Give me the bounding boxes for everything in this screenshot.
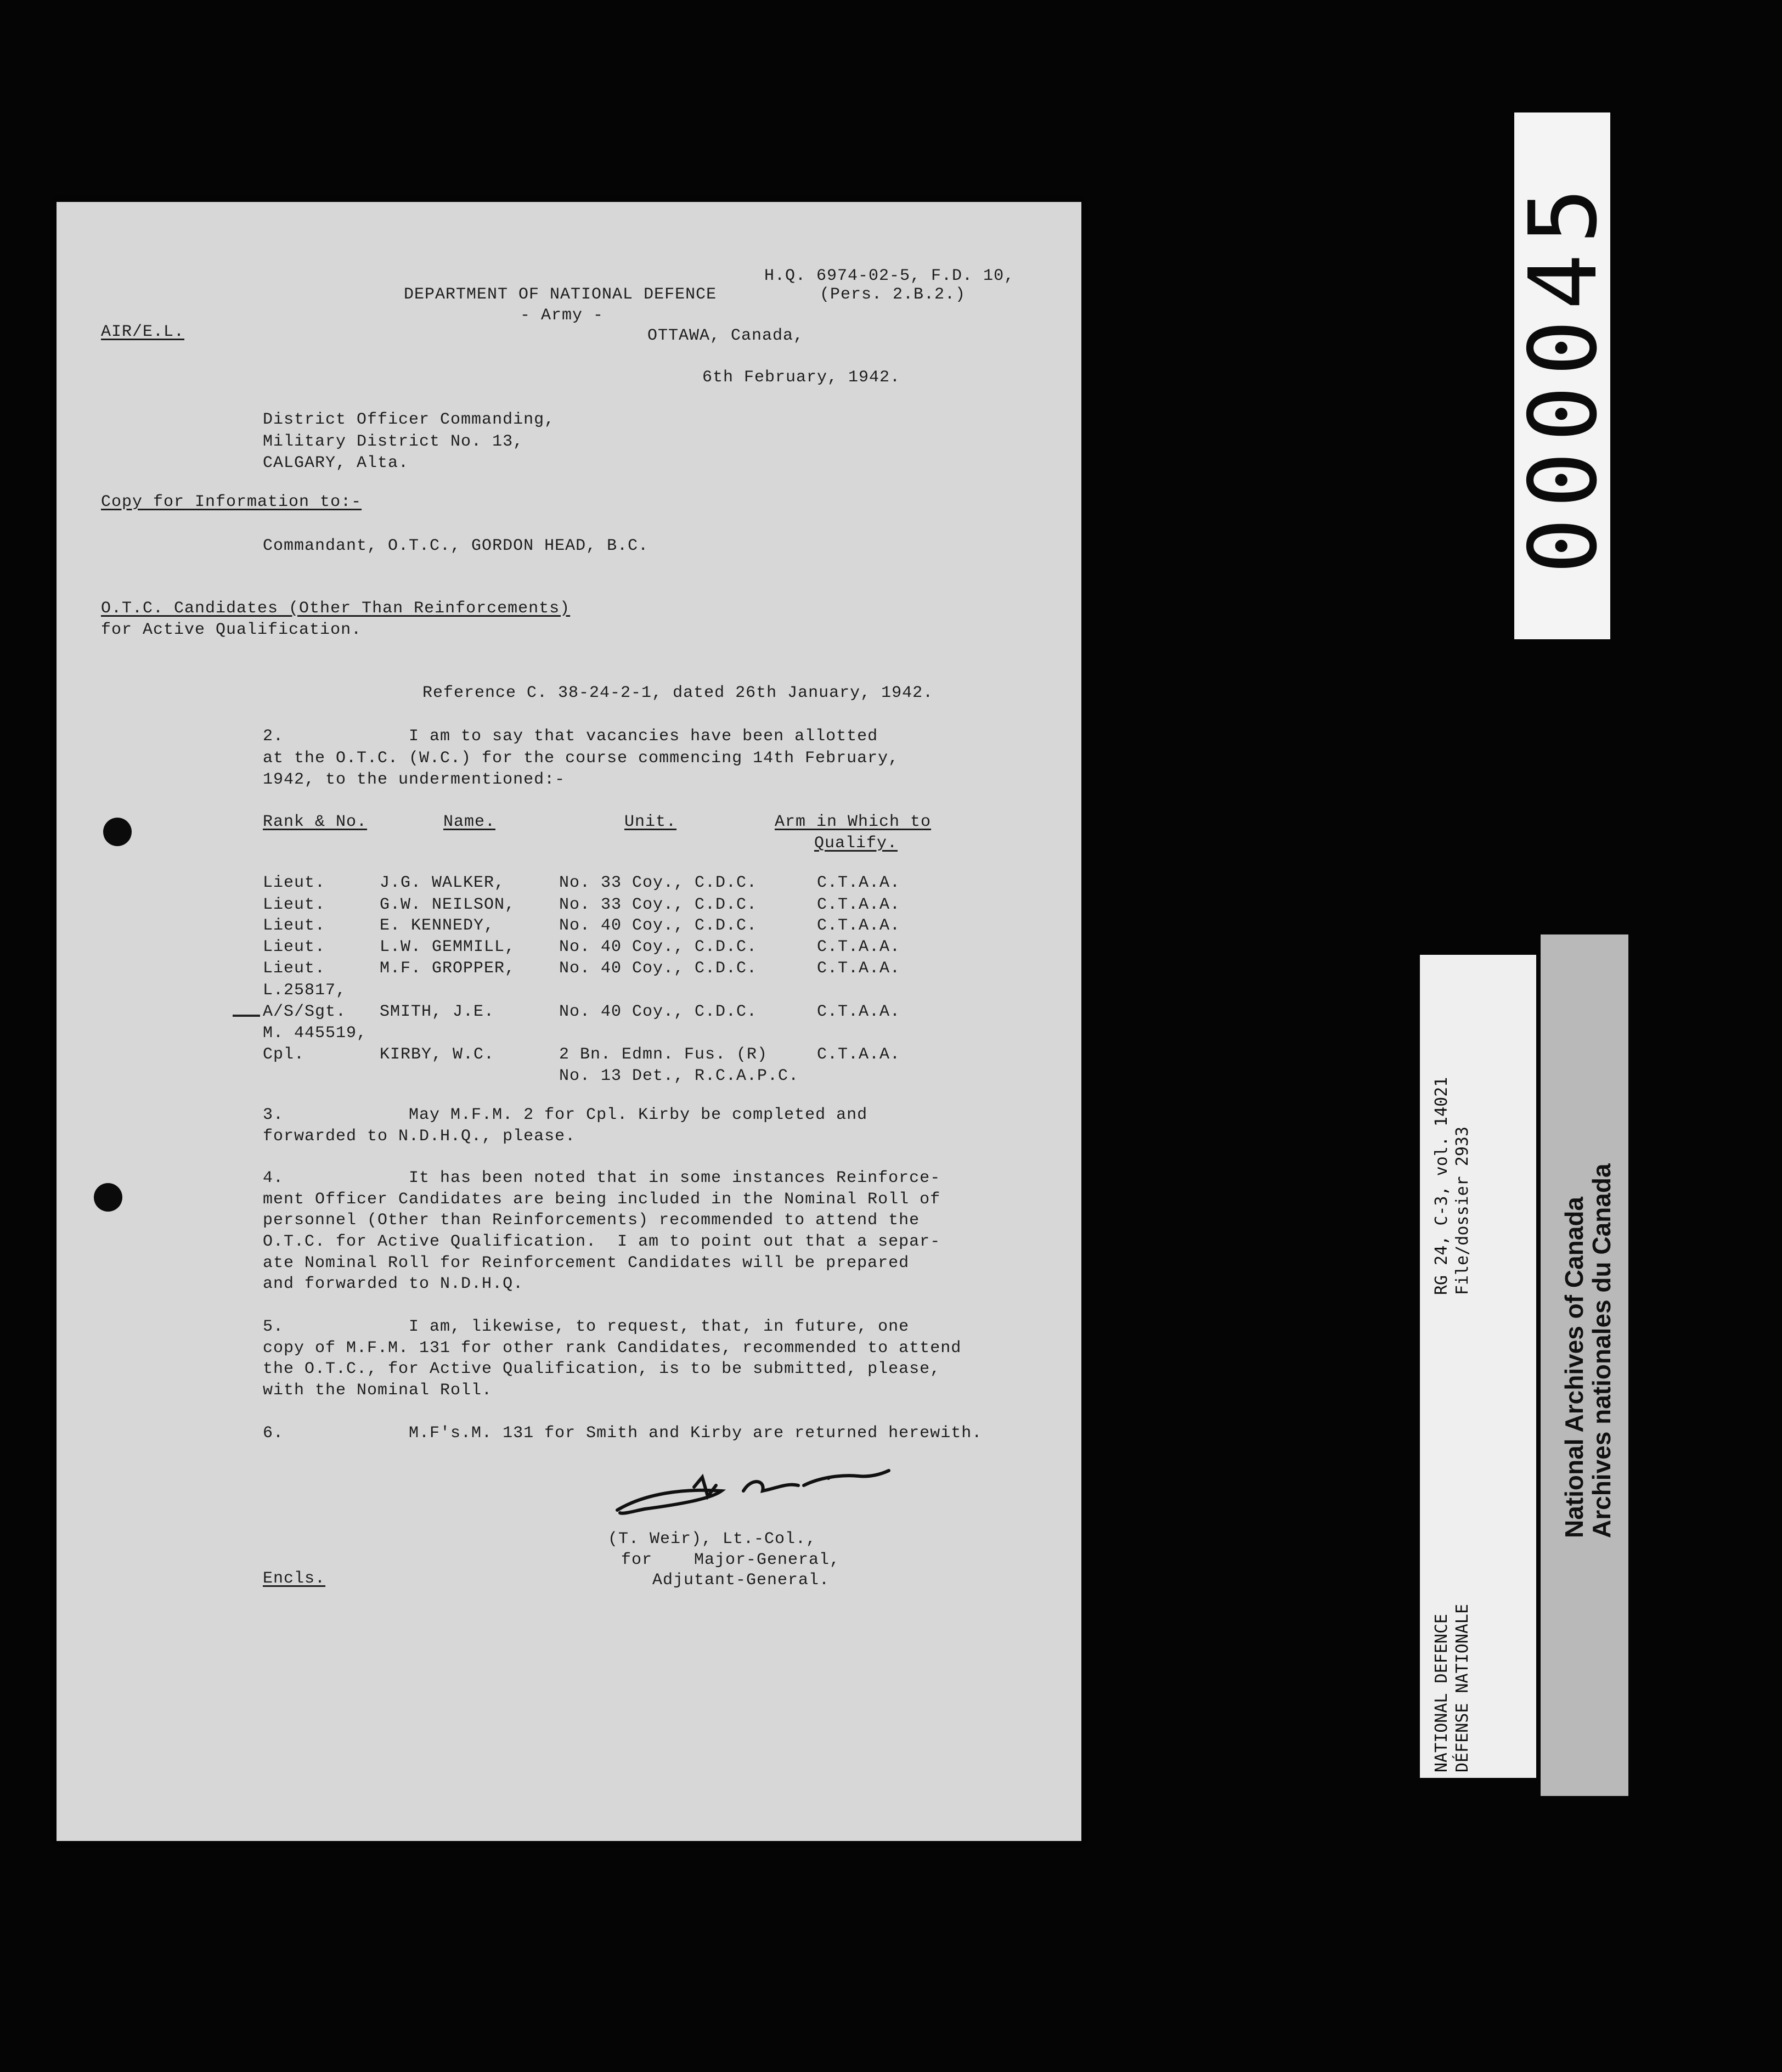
table-cell-unit: No. 40 Coy., C.D.C. bbox=[559, 938, 758, 956]
table-cell-name: G.W. NEILSON, bbox=[380, 896, 516, 914]
paragraph-4-line: and forwarded to N.D.H.Q. bbox=[263, 1275, 524, 1293]
header-name: Name. bbox=[443, 813, 496, 831]
table-cell-rank: Lieut. bbox=[263, 874, 326, 892]
table-cell-arm: C.T.A.A. bbox=[817, 938, 901, 956]
signature-line: (T. Weir), Lt.-Col., bbox=[608, 1530, 817, 1549]
header-unit: Unit. bbox=[624, 813, 677, 831]
paragraph-3-line: 3. May M.F.M. 2 for Cpl. Kirby be completed and bbox=[263, 1106, 868, 1124]
table-cell-unit: 2 Bn. Edmn. Fus. (R) bbox=[559, 1045, 768, 1064]
subject-line: for Active Qualification. bbox=[101, 621, 362, 639]
file-reference: H.Q. 6974-02-5, F.D. 10, bbox=[764, 267, 1015, 285]
table-cell-name: M.F. GROPPER, bbox=[380, 959, 516, 978]
table-cell-arm: C.T.A.A. bbox=[817, 916, 901, 935]
table-cell-name: E. KENNEDY, bbox=[380, 916, 495, 935]
letter-date: 6th February, 1942. bbox=[702, 368, 901, 387]
sender-reference: AIR/E.L. bbox=[101, 323, 185, 341]
frame-number: 000045 bbox=[1509, 177, 1618, 575]
addressee-line: Military District No. 13, bbox=[263, 432, 524, 451]
table-cell-name: L.W. GEMMILL, bbox=[380, 938, 516, 956]
punch-hole-top bbox=[103, 818, 132, 846]
source-reference-card bbox=[1420, 955, 1536, 1778]
paragraph-2-line: 2. I am to say that vacancies have been allotted bbox=[263, 727, 878, 746]
paragraph-4-line: 4. It has been noted that in some instances Reinforce- bbox=[263, 1169, 941, 1187]
paragraph-4-line: ate Nominal Roll for Reinforcement Candidates will be prepared bbox=[263, 1254, 910, 1273]
table-cell-unit: No. 40 Coy., C.D.C. bbox=[559, 959, 758, 978]
table-cell-name: J.G. WALKER, bbox=[380, 874, 505, 892]
table-cell-unit: No. 33 Coy., C.D.C. bbox=[559, 874, 758, 892]
addressee-line: CALGARY, Alta. bbox=[263, 454, 409, 472]
table-cell-arm: C.T.A.A. bbox=[817, 1045, 901, 1064]
header-arm-qualify: Qualify. bbox=[814, 834, 898, 853]
table-cell-rank: Lieut. bbox=[263, 896, 326, 914]
reference-line: RG 24, C-3, vol. 14021 bbox=[1432, 1077, 1451, 1295]
table-cell-rank: A/S/Sgt. bbox=[263, 1003, 347, 1021]
paragraph-5-line: with the Nominal Roll. bbox=[263, 1381, 493, 1400]
table-cell-name: SMITH, J.E. bbox=[380, 1003, 495, 1021]
paragraph-4-line: O.T.C. for Active Qualification. I am to point out that a separ- bbox=[263, 1232, 941, 1251]
table-cell-unit: No. 13 Det., R.C.A.P.C. bbox=[559, 1067, 799, 1085]
table-cell-arm: C.T.A.A. bbox=[817, 896, 901, 914]
paragraph-6: 6. M.F's.M. 131 for Smith and Kirby are returned herewith. bbox=[263, 1424, 983, 1443]
table-cell-unit: No. 40 Coy., C.D.C. bbox=[559, 1003, 758, 1021]
department-branch: - Army - bbox=[520, 306, 604, 325]
handwritten-signature bbox=[612, 1466, 897, 1527]
department-stamp-line: NATIONAL DEFENCE bbox=[1432, 1614, 1451, 1772]
table-cell-unit: No. 40 Coy., C.D.C. bbox=[559, 916, 758, 935]
frame-number-strip bbox=[1509, 112, 1618, 639]
signature-line: Adjutant-General. bbox=[621, 1571, 830, 1590]
paragraph-4-line: personnel (Other than Reinforcements) recommended to attend the bbox=[263, 1211, 920, 1230]
table-cell-rank: Lieut. bbox=[263, 959, 326, 978]
paragraph-4-line: ment Officer Candidates are being included in the Nominal Roll of bbox=[263, 1190, 941, 1209]
signature-line: for Major-General, bbox=[621, 1551, 841, 1569]
table-cell-arm: C.T.A.A. bbox=[817, 874, 901, 892]
archives-name-french: Archives nationales du Canada bbox=[1587, 1163, 1616, 1538]
punch-hole-bottom bbox=[94, 1183, 122, 1212]
department-name: DEPARTMENT OF NATIONAL DEFENCE bbox=[404, 285, 717, 304]
enclosures-label: Encls. bbox=[263, 1569, 326, 1588]
paragraph-5-line: the O.T.C., for Active Qualification, is to be submitted, please, bbox=[263, 1360, 941, 1378]
paragraph-2-line: 1942, to the undermentioned:- bbox=[263, 770, 566, 789]
paragraph-2-line: at the O.T.C. (W.C.) for the course commencing 14th February, bbox=[263, 749, 899, 768]
margin-dash bbox=[233, 1015, 260, 1017]
table-cell-unit: No. 33 Coy., C.D.C. bbox=[559, 896, 758, 914]
paragraph-5-line: copy of M.F.M. 131 for other rank Candidates, recommended to attend bbox=[263, 1339, 962, 1358]
archives-card bbox=[1541, 934, 1628, 1796]
table-cell-rank: L.25817, bbox=[263, 981, 347, 1000]
table-cell-name: KIRBY, W.C. bbox=[380, 1045, 495, 1064]
addressee-line: District Officer Commanding, bbox=[263, 410, 555, 429]
copy-recipient: Commandant, O.T.C., GORDON HEAD, B.C. bbox=[263, 537, 649, 555]
reference-line: File/dossier 2933 bbox=[1453, 1126, 1472, 1295]
table-cell-rank: Lieut. bbox=[263, 938, 326, 956]
table-cell-rank: Lieut. bbox=[263, 916, 326, 935]
archives-name-english: National Archives of Canada bbox=[1560, 1196, 1588, 1538]
copy-label: Copy for Information to:- bbox=[101, 493, 362, 511]
subject-line: O.T.C. Candidates (Other Than Reinforcements) bbox=[101, 599, 571, 618]
table-cell-rank: M. 445519, bbox=[263, 1024, 368, 1043]
header-arm: Arm in Which to bbox=[775, 813, 932, 831]
table-cell-arm: C.T.A.A. bbox=[817, 1003, 901, 1021]
header-rank: Rank & No. bbox=[263, 813, 368, 831]
place: OTTAWA, Canada, bbox=[647, 326, 804, 345]
pers-reference: (Pers. 2.B.2.) bbox=[820, 285, 966, 304]
reference-line: Reference C. 38-24-2-1, dated 26th January, 1942. bbox=[422, 684, 934, 702]
paragraph-3-line: forwarded to N.D.H.Q., please. bbox=[263, 1127, 576, 1146]
department-stamp-line: DÉFENSE NATIONALE bbox=[1453, 1603, 1472, 1772]
table-cell-rank: Cpl. bbox=[263, 1045, 305, 1064]
paragraph-5-line: 5. I am, likewise, to request, that, in future, one bbox=[263, 1317, 910, 1336]
table-cell-arm: C.T.A.A. bbox=[817, 959, 901, 978]
